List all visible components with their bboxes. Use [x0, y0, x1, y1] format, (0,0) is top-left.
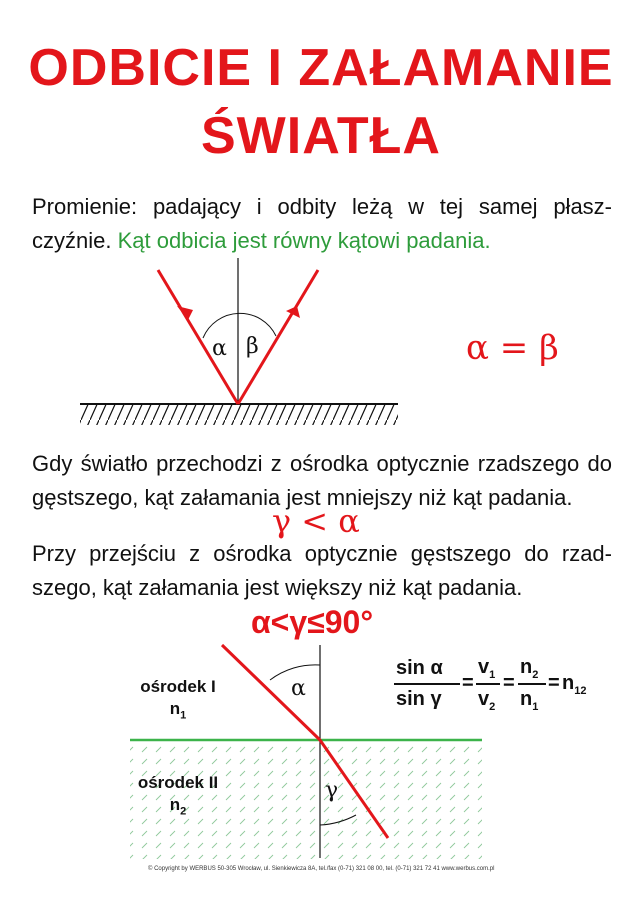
medium-2-label: [126, 772, 230, 822]
formula-v1: $v_1$: [478, 656, 496, 681]
refraction-condition-2: α<γ≤90°: [251, 604, 374, 640]
refraction-condition-1: γ < α: [272, 502, 360, 540]
footer: © Copyright by WERBUS 50-305 Wrocław, ul. Sienkiewicza 8A, tel./fax (0-71) 321 08 00, tel. (0-71) 321 72 41 www.werbus.com.pl: [148, 866, 495, 872]
mirror-hatching: [80, 405, 398, 425]
reflection-equation: α = β: [466, 328, 559, 368]
formula-sin-alpha: sin α: [396, 657, 443, 679]
formula-eq-3: =: [548, 672, 560, 694]
formula-sin-gamma: sin γ: [396, 688, 442, 710]
refraction-gamma-label: γ: [325, 778, 339, 803]
reflection-text: Promienie: padający i odbity leżą w tej samej płasz-czyźnie.: [32, 194, 612, 253]
refraction-paragraph-1: Gdy światło przechodzi z ośrodka optycznie rzadszego do gęstszego, kąt załamania jest mniejszy niż kąt padania.: [32, 451, 612, 510]
reflected-arrow: [286, 306, 300, 318]
medium-2-name: ośrodek II: [137, 773, 219, 792]
formula-v2: $v_2$: [478, 688, 496, 713]
medium-1-label: [126, 676, 230, 726]
formula-n12: $n_{12}$: [562, 672, 587, 697]
medium-2-index: $n_2$: [169, 795, 187, 818]
refraction-alpha-label: α: [291, 676, 306, 701]
reflection-alpha-label: α: [212, 336, 227, 361]
refraction-paragraph-2: Przy przejściu z ośrodka optycznie gęstszego do rzad-szego, kąt załamania jest większy niż kąt padania.: [32, 541, 612, 600]
reflection-law-text: Kąt odbicia jest równy kątowi padania.: [117, 228, 491, 253]
formula-eq-1: =: [462, 672, 474, 694]
medium-1-name: ośrodek I: [140, 677, 216, 696]
angle-arc: [203, 313, 276, 338]
medium-1-index: $n_1$: [169, 699, 187, 722]
formula-n2: $n_2$: [520, 656, 539, 681]
formula-n1: $n_1$: [520, 688, 539, 713]
reflection-diagram: [80, 258, 398, 425]
title-line-2: ŚWIATŁA: [201, 107, 441, 165]
formula-eq-2: =: [503, 672, 515, 694]
reflection-beta-label: β: [246, 334, 259, 359]
title-line-1: ODBICIE I ZAŁAMANIE: [28, 39, 614, 97]
